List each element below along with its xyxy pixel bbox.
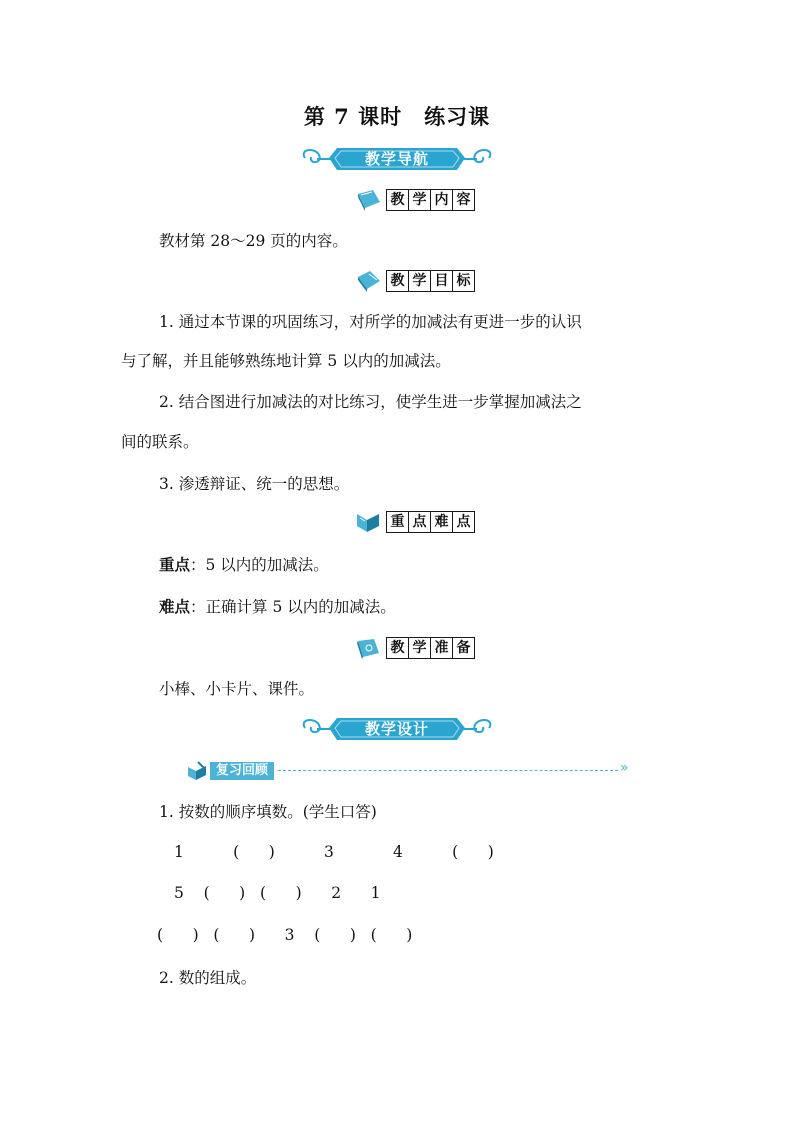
section-char: 难 — [431, 512, 453, 532]
goal-2-line-1: 2. 结合图进行加减法的对比练习，使学生进一步掌握加减法之 — [159, 393, 582, 411]
book-icon — [355, 188, 383, 212]
goal-2-line-2: 间的联系。 — [121, 433, 199, 451]
section-char: 容 — [456, 192, 471, 208]
goal-1-line-2: 与了解，并且能够熟练地计算 5 以内的加减法。 — [121, 352, 451, 370]
section-char: 准 — [431, 638, 453, 658]
section-char: 教 — [387, 190, 409, 210]
section-key-points — [355, 510, 475, 534]
goal-1-line-1: 1. 通过本节课的巩固练习，对所学的加减法有更进一步的认识 — [159, 313, 582, 331]
banner-label: 教学设计 — [364, 720, 429, 738]
question-1: 1. 按数的顺序填数。(学生口答) — [159, 803, 377, 821]
page-title: 第 7 课时 练习课 — [303, 104, 491, 129]
section-label-box — [386, 189, 475, 211]
section-char: 教 — [387, 271, 409, 291]
review-header — [186, 760, 646, 782]
section-char: 点 — [456, 514, 471, 530]
difficult-point — [159, 596, 396, 618]
key-point-text: ：5 以内的加减法。 — [190, 556, 329, 574]
section-label-box — [386, 637, 475, 659]
section-char: 备 — [456, 640, 471, 656]
banner-label: 教学导航 — [364, 150, 429, 168]
difficult-point-text: ：正确计算 5 以内的加减法。 — [190, 598, 396, 616]
section-char: 学 — [409, 190, 431, 210]
section-char: 内 — [431, 190, 453, 210]
section-teaching-content — [355, 188, 475, 212]
banner-teaching-guide — [0, 143, 794, 173]
double-arrow-icon: » — [620, 760, 629, 776]
section-char: 学 — [409, 271, 431, 291]
key-point — [159, 554, 329, 576]
sequence-row-2: 5 ( ) ( ) 2 1 — [174, 884, 381, 902]
sequence-row-1: 1 ( ) 3 4 ( ) — [174, 843, 494, 861]
book-icon — [355, 636, 383, 660]
section-char: 学 — [409, 638, 431, 658]
section-char: 重 — [387, 512, 409, 532]
section-teaching-goals — [355, 269, 475, 293]
section-label-box — [386, 270, 475, 292]
content-text: 教材第 28～29 页的内容。 — [159, 232, 348, 250]
section-teaching-prep — [355, 636, 475, 660]
section-label-box — [386, 511, 475, 533]
difficult-point-label: 难点 — [159, 597, 191, 616]
book-icon — [355, 269, 383, 293]
banner-teaching-design — [0, 713, 794, 743]
review-dashed-line — [278, 770, 618, 771]
section-char: 点 — [409, 512, 431, 532]
question-2: 2. 数的组成。 — [159, 969, 257, 987]
key-point-label: 重点 — [159, 555, 191, 574]
prep-text: 小棒、小卡片、课件。 — [159, 680, 315, 698]
section-char: 标 — [456, 273, 471, 289]
sequence-row-3: ( ) ( ) 3 ( ) ( ) — [157, 926, 413, 944]
section-char: 目 — [431, 271, 453, 291]
review-tag: 复习回顾 — [210, 762, 274, 780]
pencil-book-icon — [186, 761, 208, 781]
goal-3: 3. 渗透辩证、统一的思想。 — [159, 475, 350, 493]
book-icon — [355, 510, 383, 534]
section-char: 教 — [387, 638, 409, 658]
